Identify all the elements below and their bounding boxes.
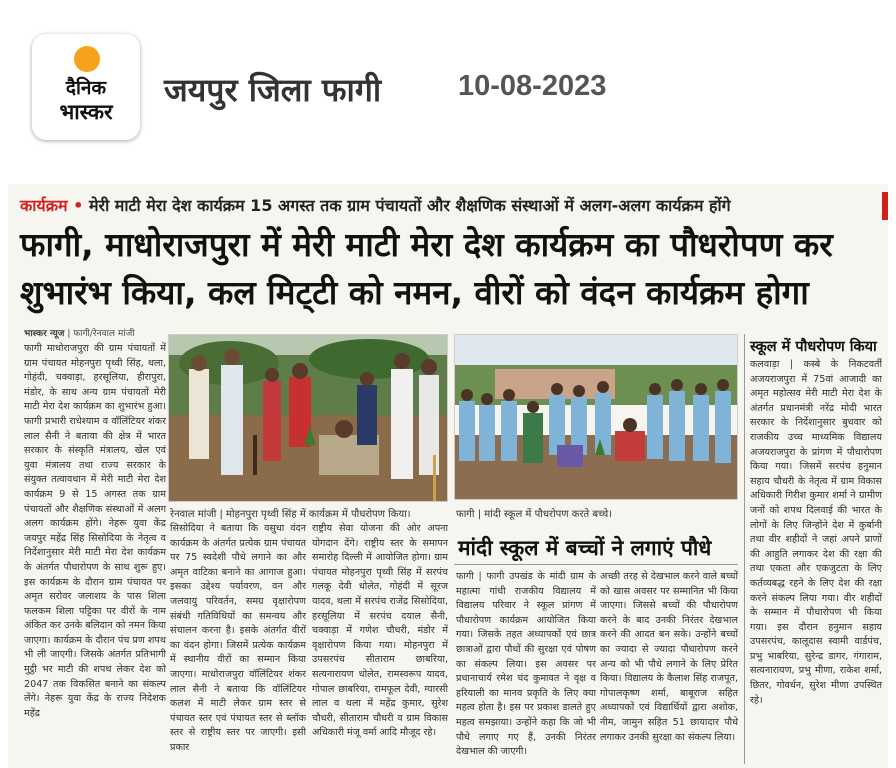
byline-place: | फागी/रेनवाल मांजी: [64, 329, 135, 339]
article-column-3: राष्ट्रीय सेवा योजना की ओर अपना योगदान देंगे। राष्ट्रीय स्तर के समापन समारोह दिल्ली में आयोजित होगा। ग्राम पंचायत मोहनपुरा पृथ्वी सिंह में सरपंच गलकू देवी धोलेत, गोहंदी में सूरज यादव, थला में सरपंच राजेंद्र सिसोदिया, हरसूलिया में सरपंच दयाल सैनी, चक्वाड़ा में गणेश चौधरी, मंडोर में वृक्षारोपण किया गया। मोहनपुरा में उपसरपंच सीताराम छाबरिया, सत्यनारायण धोलेत, रामस्वरूप यादव, गोपाल छाबरिया, रामफूल देवी, ग्यारसी लाल व थला में महेंद्र कुमार, सुरेश चौधरी, सीताराम चौधरी व ग्राम विकास अधिकारी मंजू वर्मा आदि मौजूद रहे।: [312, 523, 448, 739]
headline-line-2: शुभारंभ किया, कल मिट्‌टी को नमन, वीरों को वंदन कार्यक्रम होगा: [20, 273, 809, 312]
kicker-line: [20, 194, 880, 216]
photo-illustration: [169, 335, 448, 502]
kicker-text: मेरी माटी मेरा देश कार्यक्रम 15 अगस्त तक ग्राम पंचायतों और शैक्षणिक संस्थाओं में अलग-अलग कार्यक्रम होंगे: [88, 196, 731, 215]
logo-line-2: भास्कर: [59, 100, 113, 124]
page-header: [0, 0, 896, 168]
logo-line-1: दैनिक: [65, 77, 107, 99]
school-column-2: अच्छी तरह से देखभाल करने वाले बच्चों को खास अवसर पर सम्मानित भी किया जाएगा। जिससे बच्चों की पौधारोपण करने के बाद उनकी निरंतर देखभाल करने की आदत बन सके। उन्होंने बच्चों का ज्यादा से ज्यादा पौधारोपण करने अन्य को भी पौधे लगाने के लिए प्रेरित किया। विद्यालय के कैलाश सिंह राजपूत, गोपालकृष्ण शर्मा, बाबूराज सहित अध्यापकों एवं विद्यार्थियों द्वारा अशोक, नीम, जामुन सहित 51 छायादार पौधे लगाकर उनकी सुरक्षा का संकल्प लिया।: [600, 571, 738, 743]
dainik-bhaskar-logo: [32, 34, 140, 140]
photo-plantation-mohanpura: [168, 334, 448, 502]
photo-school-plantation: [454, 334, 738, 500]
school-story-headline: मांदी स्कूल में बच्चों ने लगाएं पौधे: [458, 536, 712, 560]
edition-date: 10-08-2023: [458, 70, 607, 102]
article-column-2: सिसोदिया ने बताया कि वसुधा वंदन कार्यक्रम के अंतर्गत प्रत्येक ग्राम पंचायत पर 75 स्वदेशी पौधे लगाने का और अमृत वाटिका बनाने का आगाज हुआ। इसका उद्देश्य पर्यावरण, वन और जलवायु परिवर्तन, समग्र वृक्षारोपण संबंधी गतिविधियों का समन्वय और संचालन करना है। इसके अंतर्गत वीरों का वंदन होगा। जिसमें प्रत्येक कार्यक्रम में स्थानीय वीरों का सम्मान किया जाएगा। माधोराजपुरा वॉलिंटियर शंकर लाल सैनी ने बताया कि वॉलिंटियर कलश में माटी लेकर ग्राम स्तर से पंचायत स्तर एवं पंचायत स्तर से ब्लॉक स्तर से राष्ट्रीय स्तर पर जाएगी। इसी प्रकार: [170, 523, 306, 753]
side-story-text: कलवाड़ा | कस्बे के निकटवर्ती अजयराजपुरा में 75वां आजादी का अमृत महोत्सव मेरी माटी मेरा देश के अंतर्गत प्रधानमंत्री नरेंद्र मोदी भारत सरकार के निर्देशानुसार बुधवार को राजकीय उच्च माध्यमिक विद्यालय अजयराजपुरा के प्रांगण में पौधारोपण किया गया। जिसमें सरपंच हनुमान सहाय चौधरी के नेतृत्व में ग्राम विकास अधिकारी गिरीश कुमार शर्मा ने ग्रामीण जनों को शपथ दिलवाई की भारत के लोगों के लिए जिन्होंने देश में कुर्बानी तथा वीर शहीदों ने जहां अपने प्राणों की आहुति लगाकर देश की रक्षा की तथा एकता और एकजुटता के लिए कर्तव्यबद्ध रहने के लिए देश की रक्षा करने संकल्प लिया गया। वीर शहीदों के सम्मान में पौधारोपण भी किया गया। इस दौरान हनुमान सहाय उपसरपंच, कालूदास स्वामी वार्डपंच, प्रभु भाबरिया, सुरेन्द्र डागर, गंगाराम, सत्यनारायण, प्रभु मीणा, राकेश शर्मा, छितर, गोवर्धन, सुरेश मीणा उपस्थित रहे।: [750, 359, 882, 706]
side-story-headline: स्कूल में पौधरोपण किया: [750, 339, 877, 355]
photo1-caption: रेनवाल मांजी | मोहनपुरा पृथ्वी सिंह में कार्यक्रम में पौधरोपण किया।: [170, 509, 411, 520]
story-divider: [454, 564, 738, 565]
news-clipping: [8, 184, 888, 768]
photo2-caption: फागी | मांदी स्कूल में पौधरोपण करते बच्चे।: [456, 509, 613, 520]
byline: [24, 326, 135, 339]
photo-illustration: [455, 335, 738, 500]
accent-bar: [882, 192, 888, 220]
byline-name: भास्कर न्यूज: [24, 329, 65, 339]
edition-title: जयपुर जिला फागी: [164, 71, 382, 109]
headline-line-1: फागी, माधोराजपुरा में मेरी माटी मेरा देश कार्यक्रम का पौधरोपण कर: [20, 225, 833, 264]
kicker-tag: कार्यक्रम •: [20, 196, 84, 215]
column-divider: [744, 334, 745, 764]
sun-icon: [74, 46, 100, 72]
article-column-1: फागी माधोराजपुरा की ग्राम पंचायतों में ग्राम पंचायत मोहनपुरा पृथ्वी सिंह, थला, गोहंदी, चक्वाड़ा, हरसूलिया, हीरापुरा, मंडोर, के साथ अन्य ग्राम पंचायतों मेरी माटी मेरा देश कार्यक्रम का शुभारंभ हुआ। फागी प्रभारी राधेश्याम व वॉलिंटियर शंकर लाल सैनी ने बताया की क्षेत्र में भारत सरकार के संस्कृति मंत्रालय, खेल एवं युवा मंत्रालय तथा राज्य सरकार के संयुक्त तत्वावधान में मेरी माटी मेरा देश कार्यक्रम 9 से 15 अगस्त तक ग्राम पंचायतों और शैक्षणिक संस्थाओं में अलग अलग कार्यक्रम होंगे। नेहरू युवा केंद्र जयपुर महेंद्र सिंह सिसोदिया के नेतृत्व व निर्देशानुसार मेरी माटी मेरा देश कार्यक्रम के अंतर्गत पौधारोपण के साथ शुरू हुए। इस कार्यक्रम के दौरान ग्राम पंचायत पर अमृत सरोवर जलाशय के पास शिला फलकम शिला पट्टिका पर वीरों के नाम अंकित कर उनके बलिदान को नमन किया जाएगा। कार्यक्रम के दौरान पंच प्रण शपथ भी ली जाएगी। जिसके अंतर्गत प्रतिभागी मुट्ठी भर माटी की शपथ लेकर देश को 2047 तक विकसित बनाने का संकल्प लेंगे। नेहरू युवा केंद्र के राज्य निदेशक महेंद्र: [24, 343, 166, 719]
school-column-1: फागी | फागी उपखंड के मांदी ग्राम के महात्मा गांधी राजकीय विद्यालय में विद्यालय परिवार ने स्कूल प्रांगण में पौधारोपण कार्यक्रम आयोजित किया गया। जिसके तहत अध्यापकों एवं छात्र छात्राओं द्वारा पौधों की सुरक्षा एवं पोषण का संकल्प लिया। इस अवसर पर प्रधानाचार्य रमेश चंद कुमावत ने वृक्ष व हरियाली का मानव प्रकृति के लिए क्या महत्व होता है। इस पर प्रकाश डालते हुए महत्व समझाया। उन्होंने कहा कि जो भी पौधे लगाए गए हैं, उनकी निरंतर देखभाल की जाएगी।: [456, 571, 596, 758]
